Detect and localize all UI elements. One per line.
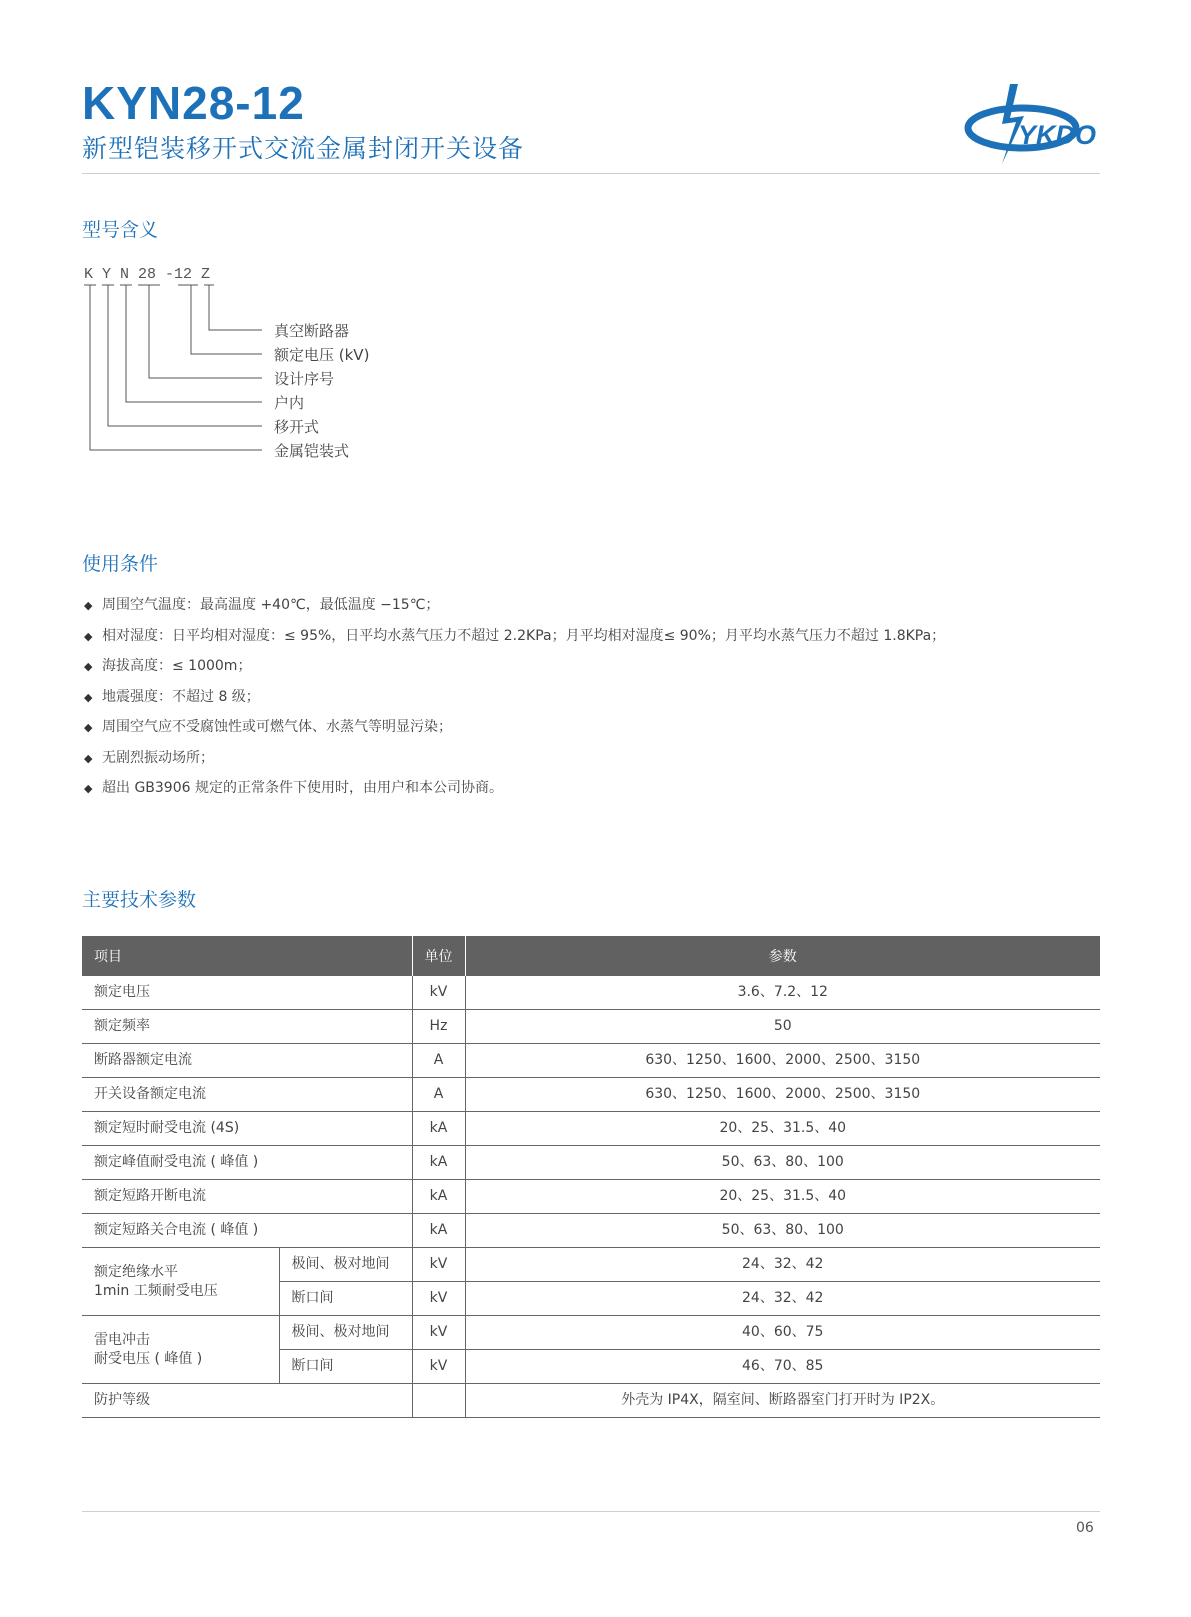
- header-divider: [82, 173, 1100, 174]
- cell-value: 46、70、85: [465, 1350, 1100, 1384]
- cell-unit: A: [412, 1078, 465, 1112]
- list-item: ◆ 海拔高度：≤ 1000m；: [84, 656, 945, 687]
- table-row: [82, 1248, 1100, 1282]
- cell-value: 外壳为 IP4X，隔室间、断路器室门打开时为 IP2X。: [465, 1384, 1100, 1418]
- cell-value: 20、25、31.5、40: [465, 1180, 1100, 1214]
- table-row: [82, 1010, 1100, 1044]
- conditions-list: [84, 595, 945, 809]
- column-header: 单位: [412, 936, 465, 976]
- table-row: [82, 1180, 1100, 1214]
- model-meaning-heading: 型号含义: [82, 219, 159, 241]
- cell-unit: kA: [412, 1180, 465, 1214]
- diamond-bullet-icon: ◆: [84, 660, 93, 673]
- meaning-item: 金属铠装式: [274, 442, 350, 460]
- cell-unit: kV: [412, 1282, 465, 1316]
- cell-value: 630、1250、1600、2000、2500、3150: [465, 1078, 1100, 1112]
- diamond-bullet-icon: ◆: [84, 690, 93, 704]
- cell-sub-item: 极间、极对地间: [279, 1248, 412, 1282]
- cell-value: 24、32、42: [465, 1248, 1100, 1282]
- cell-item: 额定峰值耐受电流 ( 峰值 ): [82, 1146, 412, 1180]
- insulation-label-line2: 1min 工频耐受电压: [94, 1282, 218, 1299]
- cell-unit: kV: [412, 1248, 465, 1282]
- list-item: ◆ 地震强度：不超过 8 级；: [84, 687, 945, 718]
- cell-unit: kA: [412, 1146, 465, 1180]
- cell-item: 断路器额定电流: [82, 1044, 412, 1078]
- model-code: K Y N 28 -12 Z: [84, 266, 211, 283]
- meaning-item: 额定电压 (kV): [274, 346, 370, 364]
- cell-item: 开关设备额定电流: [82, 1078, 412, 1112]
- insulation-label-line1: 额定绝缘水平: [94, 1263, 178, 1280]
- cell-unit: kV: [412, 976, 465, 1010]
- cell-item: 额定短路关合电流 ( 峰值 ): [82, 1214, 412, 1248]
- list-item: ◆ 无剧烈振动场所；: [84, 748, 945, 779]
- table-row: [82, 1112, 1100, 1146]
- cell-item: 防护等级: [82, 1384, 412, 1418]
- cell-unit: [412, 1384, 465, 1418]
- diamond-bullet-icon: ◆: [84, 751, 93, 765]
- page-title: KYN28-12: [82, 77, 305, 129]
- specs-heading: 主要技术参数: [82, 889, 197, 911]
- cell-value: 20、25、31.5、40: [465, 1112, 1100, 1146]
- cell-value: 630、1250、1600、2000、2500、3150: [465, 1044, 1100, 1078]
- table-row: [82, 1316, 1100, 1350]
- table-row: [82, 1044, 1100, 1078]
- cell-item-group: [82, 1248, 279, 1316]
- column-header: 项目: [82, 936, 412, 976]
- cell-item: 额定短时耐受电流 (4S): [82, 1112, 412, 1146]
- table-row: [82, 1384, 1100, 1418]
- table-header-row: [82, 936, 1100, 976]
- footer-divider: [82, 1511, 1100, 1512]
- cell-unit: kV: [412, 1350, 465, 1384]
- cell-item: 额定电压: [82, 976, 412, 1010]
- page-number: 06: [1076, 1520, 1094, 1536]
- cell-value: 50: [465, 1010, 1100, 1044]
- meaning-item: 设计序号: [274, 370, 335, 388]
- meaning-item: 真空断路器: [274, 322, 350, 340]
- column-header: 参数: [465, 936, 1100, 976]
- cell-sub-item: 断口间: [279, 1282, 412, 1316]
- cell-value: 24、32、42: [465, 1282, 1100, 1316]
- cell-value: 3.6、7.2、12: [465, 976, 1100, 1010]
- table-row: [82, 1078, 1100, 1112]
- cell-unit: kV: [412, 1316, 465, 1350]
- cell-value: 50、63、80、100: [465, 1214, 1100, 1248]
- cell-item-group: [82, 1316, 279, 1384]
- page-subtitle: 新型铠装移开式交流金属封闭开关设备: [82, 134, 525, 163]
- diamond-bullet-icon: ◆: [84, 782, 93, 795]
- logo-text: YKDO: [1018, 120, 1097, 150]
- diamond-bullet-icon: ◆: [84, 721, 93, 734]
- lightning-label-line2: 耐受电压 ( 峰值 ): [94, 1350, 203, 1367]
- cell-value: 40、60、75: [465, 1316, 1100, 1350]
- meaning-item: 移开式: [274, 418, 320, 436]
- meaning-item: 户内: [274, 394, 305, 412]
- list-item: ◆ 周围空气应不受腐蚀性或可燃气体、水蒸气等明显污染；: [84, 717, 945, 748]
- list-item: ◆ 周围空气温度：最高温度 +40℃，最低温度 −15℃；: [84, 595, 945, 626]
- cell-item: 额定短路开断电流: [82, 1180, 412, 1214]
- conditions-heading: 使用条件: [82, 553, 159, 575]
- cell-unit: Hz: [412, 1010, 465, 1044]
- cell-unit: kA: [412, 1214, 465, 1248]
- table-row: [82, 1214, 1100, 1248]
- cell-value: 50、63、80、100: [465, 1146, 1100, 1180]
- spec-table: [82, 936, 1100, 1418]
- table-row: [82, 1146, 1100, 1180]
- cell-unit: kA: [412, 1112, 465, 1146]
- list-item: ◆ 超出 GB3906 规定的正常条件下使用时，由用户和本公司协商。: [84, 778, 945, 809]
- cell-unit: A: [412, 1044, 465, 1078]
- cell-sub-item: 极间、极对地间: [279, 1316, 412, 1350]
- diamond-bullet-icon: ◆: [84, 599, 93, 612]
- cell-item: 额定频率: [82, 1010, 412, 1044]
- lightning-label-line1: 雷电冲击: [94, 1331, 150, 1348]
- list-item: ◆ 相对湿度：日平均相对湿度：≤ 95%，日平均水蒸气压力不超过 2.2KPa；月平均相对湿度≤ 90%；月平均水蒸气压力不超过 1.8KPa；: [84, 626, 945, 657]
- company-logo: [958, 82, 1098, 172]
- table-row: [82, 976, 1100, 1010]
- diamond-bullet-icon: ◆: [84, 629, 93, 643]
- cell-sub-item: 断口间: [279, 1350, 412, 1384]
